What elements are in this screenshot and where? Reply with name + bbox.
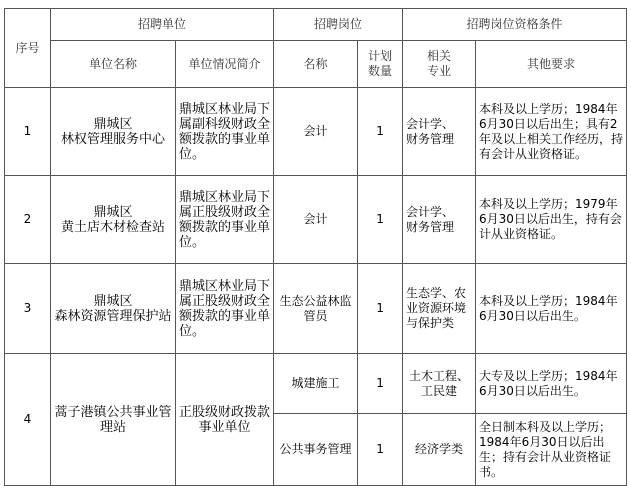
table-row xyxy=(5,176,627,264)
row-unit-name: 鼎城区 黄土店木材检查站 xyxy=(51,176,176,264)
row-major: 生态学、农业资源环境与保护类 xyxy=(403,264,476,354)
header-post-name: 名称 xyxy=(274,41,358,88)
row-major: 经济学类 xyxy=(403,414,476,486)
table-row xyxy=(5,264,627,354)
row-unit-intro: 鼎城区林业局下属副科级财政全额拨款的事业单位。 xyxy=(176,88,274,176)
header-unit-intro: 单位情况简介 xyxy=(176,41,274,88)
row-unit-intro: 正股级财政拨款事业单位 xyxy=(176,354,274,486)
header-unit-group: 招聘单位 xyxy=(51,9,274,41)
row-seq: 3 xyxy=(5,264,51,354)
table-row xyxy=(5,88,627,176)
row-count: 1 xyxy=(358,414,403,486)
header-seq: 序号 xyxy=(5,9,51,88)
table-row xyxy=(5,354,627,414)
header-other: 其他要求 xyxy=(476,41,627,88)
row-post-name: 城建施工 xyxy=(274,354,358,414)
row-other: 本科及以上学历；1979年6月30日以后出生，持有会计从业资格证。 xyxy=(476,176,627,264)
row-post-name: 生态公益林监管员 xyxy=(274,264,358,354)
row-unit-name: 鼎城区 森林资源管理保护站 xyxy=(51,264,176,354)
row-seq: 2 xyxy=(5,176,51,264)
row-unit-name: 鼎城区 林权管理服务中心 xyxy=(51,88,176,176)
row-unit-intro: 鼎城区林业局下属正股级财政全额拨款的事业单位。 xyxy=(176,176,274,264)
row-post-name: 会计 xyxy=(274,176,358,264)
row-other: 本科及以上学历；1984年6月30日以后出生。 xyxy=(476,264,627,354)
row-count: 1 xyxy=(358,354,403,414)
row-post-name: 会计 xyxy=(274,88,358,176)
row-unit-name: 蒿子港镇公共事业管理站 xyxy=(51,354,176,486)
row-count: 1 xyxy=(358,176,403,264)
row-count: 1 xyxy=(358,264,403,354)
recruitment-table xyxy=(4,8,627,486)
row-other: 本科及以上学历；1984年6月30日以后出生；具有2年及以上相关工作经历，持有会计从业资格证。 xyxy=(476,88,627,176)
header-qual-group: 招聘岗位资格条件 xyxy=(403,9,627,41)
row-unit-intro: 鼎城区林业局下属正股级财政全额拨款的事业单位。 xyxy=(176,264,274,354)
header-major: 相关 专业 xyxy=(403,41,476,88)
row-post-name: 公共事务管理 xyxy=(274,414,358,486)
row-major: 土木工程、工民建 xyxy=(403,354,476,414)
header-row-1 xyxy=(5,9,627,41)
header-unit-name: 单位名称 xyxy=(51,41,176,88)
row-seq: 1 xyxy=(5,88,51,176)
row-seq: 4 xyxy=(5,354,51,486)
row-other: 全日制本科及以上学历；1984年6月30日以后出生；持有会计从业资格证书。 xyxy=(476,414,627,486)
row-major: 会计学、 财务管理 xyxy=(403,176,476,264)
row-other: 大专及以上学历；1984年6月30日以后出生。 xyxy=(476,354,627,414)
header-row-2 xyxy=(5,41,627,88)
row-major: 会计学、 财务管理 xyxy=(403,88,476,176)
header-plan-count: 计划 数量 xyxy=(358,41,403,88)
header-post-group: 招聘岗位 xyxy=(274,9,403,41)
row-count: 1 xyxy=(358,88,403,176)
